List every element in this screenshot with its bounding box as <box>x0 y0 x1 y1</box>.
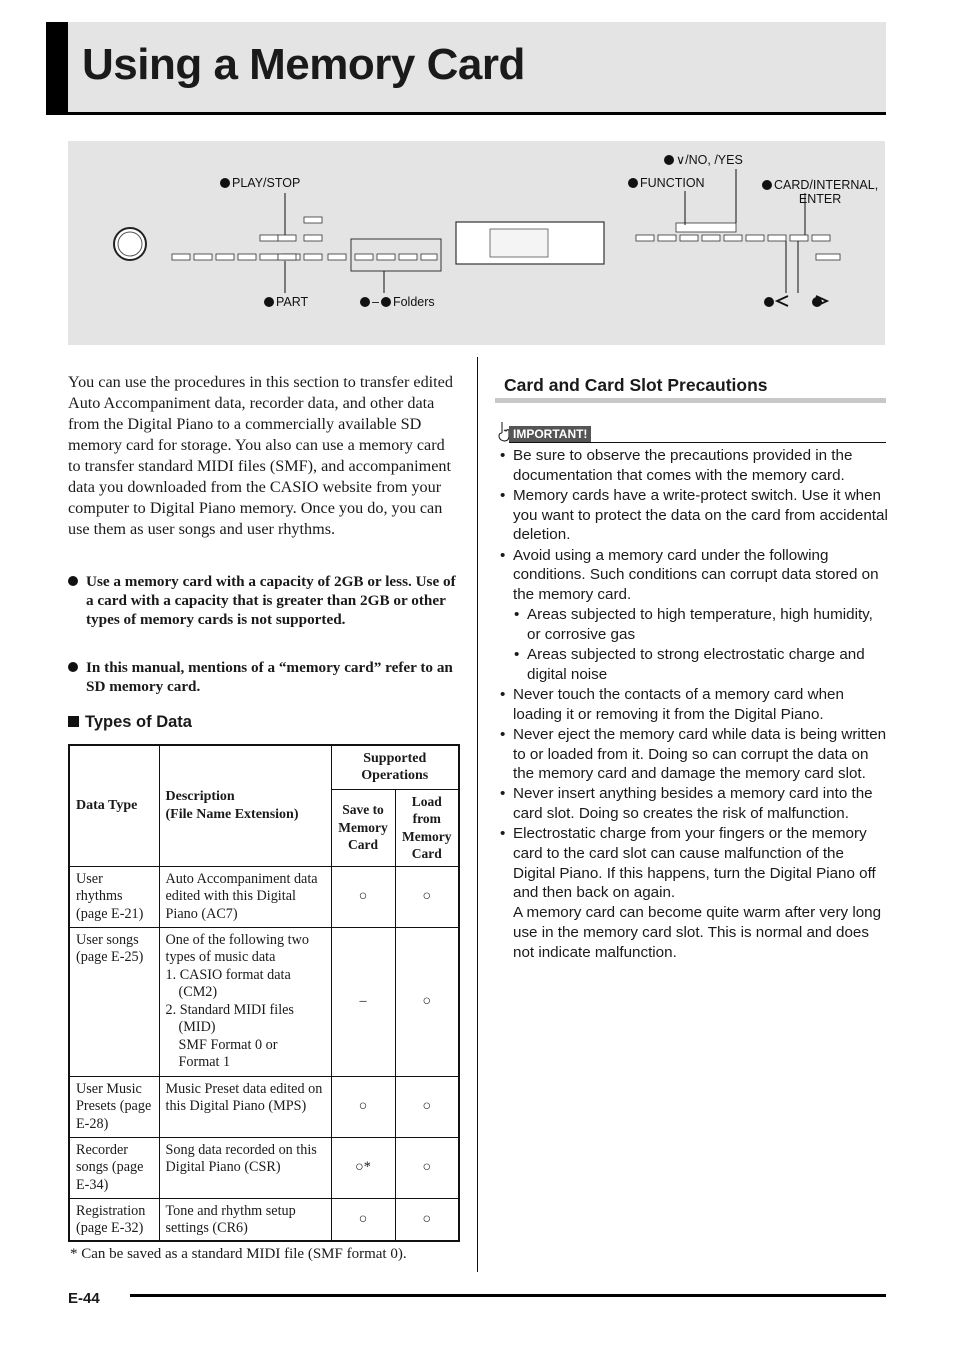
right-button-row <box>636 223 840 260</box>
important-label: IMPORTANT! <box>509 426 591 442</box>
list-item: • Be sure to observe the precautions provided in the documentation that comes with the memory card. <box>500 447 853 484</box>
table-header-row <box>69 745 459 789</box>
list-item: • Areas subjected to strong electrostatic charge and digital noise <box>514 646 865 683</box>
important-rule <box>509 442 886 443</box>
header-save: Save to Memory Card <box>331 789 395 866</box>
types-of-data-heading: Types of Data <box>68 713 192 732</box>
play-stop-label: PLAY/STOP <box>220 176 300 190</box>
card-internal-label: CARD/INTERNAL, ENTER <box>762 178 878 206</box>
list-item: • Never eject the memory card while data is being written to or loaded from it. Doing so can corrupt the data on the memory card and damage the memory card slot. <box>500 725 887 783</box>
left-button-row <box>172 235 346 260</box>
header-supported-operations: Supported Operations <box>331 745 459 789</box>
important-box <box>495 418 886 444</box>
square-bullet-icon <box>68 716 79 727</box>
no-yes-label: ∨/NO, /YES <box>664 152 743 167</box>
list-item: • Memory cards have a write-protect switch. Use it when you want to protect the data on the card from accidental deletion. <box>500 486 888 544</box>
function-label: FUNCTION <box>628 176 705 190</box>
note-bullet-2: In this manual, mentions of a “memory card” refer to an SD memory card. <box>68 658 460 696</box>
table-row: User rhythms (page E-21) Auto Accompaniment data edited with this Digital Piano (AC7) ○ ○ <box>69 866 459 927</box>
title-underline <box>46 112 886 115</box>
control-panel-diagram <box>68 141 885 345</box>
closing-note: A memory card can become quite warm after very long use in the memory card slot. This is normal and does not indicate malfunction. <box>513 904 882 961</box>
list-item: • Never insert anything besides a memory card into the card slot. Doing so creates the risk of malfunction. <box>500 785 873 823</box>
intro-paragraph: You can use the procedures in this section to transfer edited Auto Accompaniment data, recorder data, and other data from the Digital Piano to a commercially available SD memory card for storage. You also can use a memory card to transfer standard MIDI files (SMF), and accompaniment data you downloaded from the CASIO website from your computer to Digital Piano memory. Once you do, you can use them as user songs and user rhythms. <box>68 373 453 538</box>
title-accent-bar <box>46 22 68 114</box>
page-number: E-44 <box>68 1290 100 1307</box>
precautions-list <box>498 446 888 963</box>
bullet-icon <box>68 662 78 672</box>
header-description: Description (File Name Extension) <box>159 745 331 866</box>
data-types-table <box>68 744 460 1242</box>
footer-rule <box>130 1294 886 1297</box>
table-footnote: * Can be saved as a standard MIDI file (SMF format 0). <box>70 1246 407 1262</box>
panel-illustration <box>68 141 885 345</box>
arrow-callout-labels <box>764 295 824 309</box>
list-item: • Areas subjected to high temperature, high humidity, or corrosive gas <box>514 606 873 643</box>
table-row: Registration (page E-32) Tone and rhythm setup settings (CR6) ○ ○ <box>69 1198 459 1241</box>
list-item: • Electrostatic charge from your fingers or the memory card to the card slot can cause malfunction of the Digital Piano. If this happens, turn the Digital Piano off and then back on again. A memory card can become quite warm after very long use in the memory card slot. This is normal and does not indicate malfunction. <box>498 824 888 962</box>
list-item: • Avoid using a memory card under the following conditions. Such conditions can corrupt data stored on the memory card. <box>500 546 879 603</box>
page-title: Using a Memory Card <box>82 40 525 89</box>
table-row: User songs (page E-25) One of the following two types of music data 1. CASIO format data (CM2) 2. Standard MIDI files (MID) SMF Format 0 or Format 1 – ○ <box>69 927 459 1076</box>
header-load: Load from Memory Card <box>395 789 459 866</box>
note-bullet-1: Use a memory card with a capacity of 2GB or less. Use of a card with a capacity that is greater than 2GB or other types of memory cards is not supported. <box>68 572 460 629</box>
down-arrow-icon: ∨ <box>676 153 686 167</box>
volume-knob-icon <box>114 228 146 260</box>
precautions-heading: Card and Card Slot Precautions <box>504 375 768 395</box>
heading-rule <box>495 398 886 403</box>
part-label: PART <box>264 295 308 309</box>
folders-label: – Folders <box>360 295 435 309</box>
list-item: • Never touch the contacts of a memory card when loading it or removing it from the Digital Piano. <box>500 685 844 723</box>
table-row: User Music Presets (page E-28) Music Preset data edited on this Digital Piano (MPS) ○ ○ <box>69 1076 459 1137</box>
table-row: Recorder songs (page E-34) Song data recorded on this Digital Piano (CSR) ○* ○ <box>69 1137 459 1198</box>
header-data-type: Data Type <box>69 745 159 866</box>
column-divider <box>477 357 478 1272</box>
bullet-icon <box>68 576 78 586</box>
